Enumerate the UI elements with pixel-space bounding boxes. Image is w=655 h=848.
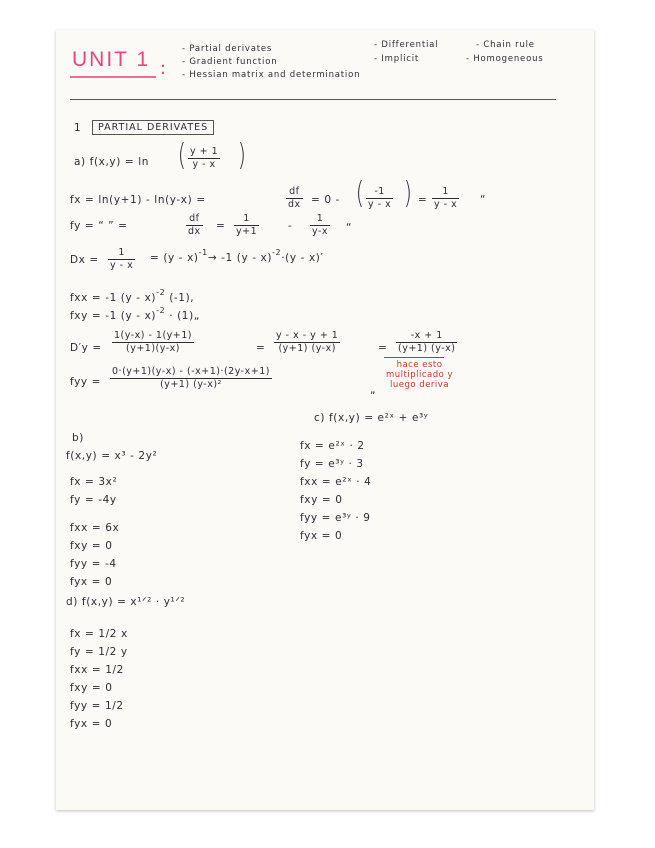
fx-expression: fx = ln(y+1) - ln(y-x) = xyxy=(70,194,206,206)
part-a-function: a) f(x,y) = ln xyxy=(74,156,149,168)
fy-equals: = xyxy=(216,220,226,232)
part-d-fxy: fxy = 0 xyxy=(70,682,113,694)
topic-differential: - Differential xyxy=(374,40,439,50)
fy-expression: fy = “ ” = xyxy=(70,220,128,232)
unit-underline xyxy=(70,76,156,78)
part-c-fy: fy = e³ʸ · 3 xyxy=(300,458,364,470)
paren-open: ( xyxy=(177,138,186,173)
dy-equals-2: = xyxy=(378,342,388,354)
fyy-label: fyy = xyxy=(70,376,102,388)
section-title: PARTIAL DERIVATES xyxy=(92,120,214,135)
dy-fraction-1: $\frac{1(y-x) - 1(y+1)}{(y+1)(y-x)}$ xyxy=(114,330,193,354)
fyy-mark: „ xyxy=(370,384,377,396)
fx-result-fraction: $\frac{1}{y - x}$ xyxy=(434,186,458,210)
fx-mid: = 0 - xyxy=(311,194,340,206)
topic-hessian: - Hessian matrix and determination xyxy=(182,70,361,80)
dx-fraction: $\frac{1}{y - x}$ xyxy=(110,247,134,271)
dx-label: Dx = xyxy=(70,254,99,266)
fy-mark: “ xyxy=(346,222,353,234)
part-b-label: b) xyxy=(72,432,84,444)
part-b-fyx: fyx = 0 xyxy=(70,576,113,588)
part-d-fx: fx = 1/2 x xyxy=(70,628,128,640)
part-d-fyy: fyy = 1/2 xyxy=(70,700,124,712)
part-c-function: c) f(x,y) = e²ˣ + e³ʸ xyxy=(314,412,429,424)
part-d-function: d) f(x,y) = x¹ᐟ² · y¹ᐟ² xyxy=(66,596,186,608)
topic-implicit: - Implicit xyxy=(374,54,420,64)
fx-equals: = xyxy=(418,194,428,206)
part-b-function: f(x,y) = x³ - 2y² xyxy=(66,450,158,462)
fx-mark: “ xyxy=(480,194,487,206)
df-dx-fraction-2: $\frac{df}{dx}$ xyxy=(188,213,201,237)
note-underline xyxy=(384,357,444,358)
part-d-fyx: fyx = 0 xyxy=(70,718,113,730)
unit-title: UNIT 1 xyxy=(72,48,151,71)
part-c-fxy: fxy = 0 xyxy=(300,494,343,506)
fyy-fraction: $\frac{0\cdot(y+1)(y-x) - (-x+1)\cdot(2y-x+1)}{\text{(y+1) (y-x)²}}$ xyxy=(112,366,270,390)
dy-fraction-2: $\frac{y - x - y + 1}{(y+1) (y-x)}$ xyxy=(276,330,339,354)
fy-minus: - xyxy=(288,220,293,232)
paren-open: ( xyxy=(355,176,364,211)
paren-close: ) xyxy=(237,138,246,173)
df-dx-fraction: $\frac{df}{dx}$ xyxy=(288,186,301,210)
part-b-fxy: fxy = 0 xyxy=(70,540,113,552)
part-a-fraction: $\frac{y + 1}{y - x}$ xyxy=(190,146,219,170)
part-d-fxx: fxx = 1/2 xyxy=(70,664,124,676)
header-divider xyxy=(70,99,556,100)
part-d-fy: fy = 1/2 y xyxy=(70,646,128,658)
topic-partial-derivates: - Partial derivates xyxy=(182,44,273,54)
part-b-fxx: fxx = 6x xyxy=(70,522,120,534)
notebook-page xyxy=(56,30,594,810)
part-b-fy: fy = -4y xyxy=(70,494,117,506)
fy-fraction-1: $\frac{1}{y+1}$ xyxy=(236,213,258,237)
topic-chain-rule: - Chain rule xyxy=(476,40,535,50)
section-number: 1 xyxy=(74,122,82,134)
fxy-line: fxy = -1 (y - x)$^{-2}$ · (1)„ xyxy=(70,306,200,322)
part-c-fyy: fyy = e³ʸ · 9 xyxy=(300,512,371,524)
dy-label: D′y = xyxy=(70,342,102,354)
part-b-fx: fx = 3x² xyxy=(70,476,118,488)
topic-gradient: - Gradient function xyxy=(182,57,278,67)
part-c-fxx: fxx = e²ˣ · 4 xyxy=(300,476,372,488)
dy-equals-1: = xyxy=(256,342,266,354)
side-note: hace esto multiplicado y luego deriva xyxy=(386,360,454,390)
part-b-fyy: fyy = -4 xyxy=(70,558,117,570)
topic-homogeneous: - Homogeneous xyxy=(466,54,544,64)
unit-colon: : xyxy=(160,58,167,79)
paren-close: ) xyxy=(403,176,412,211)
fx-inner-fraction: $\frac{-1}{y - x}$ xyxy=(368,186,392,210)
dy-fraction-3: $\frac{-x + 1}{(y+1) (y-x)}$ xyxy=(398,330,456,354)
fy-fraction-2: $\frac{1}{y-x}$ xyxy=(312,213,329,237)
fxx-line: fxx = -1 (y - x)$^{-2}$ (-1), xyxy=(70,288,195,304)
part-c-fx: fx = e²ˣ · 2 xyxy=(300,440,365,452)
dx-power-form: = (y - x)$^{-1}$→ -1 (y - x)$^{-2}$·(y - x)′ xyxy=(150,248,324,264)
part-c-fyx: fyx = 0 xyxy=(300,530,343,542)
